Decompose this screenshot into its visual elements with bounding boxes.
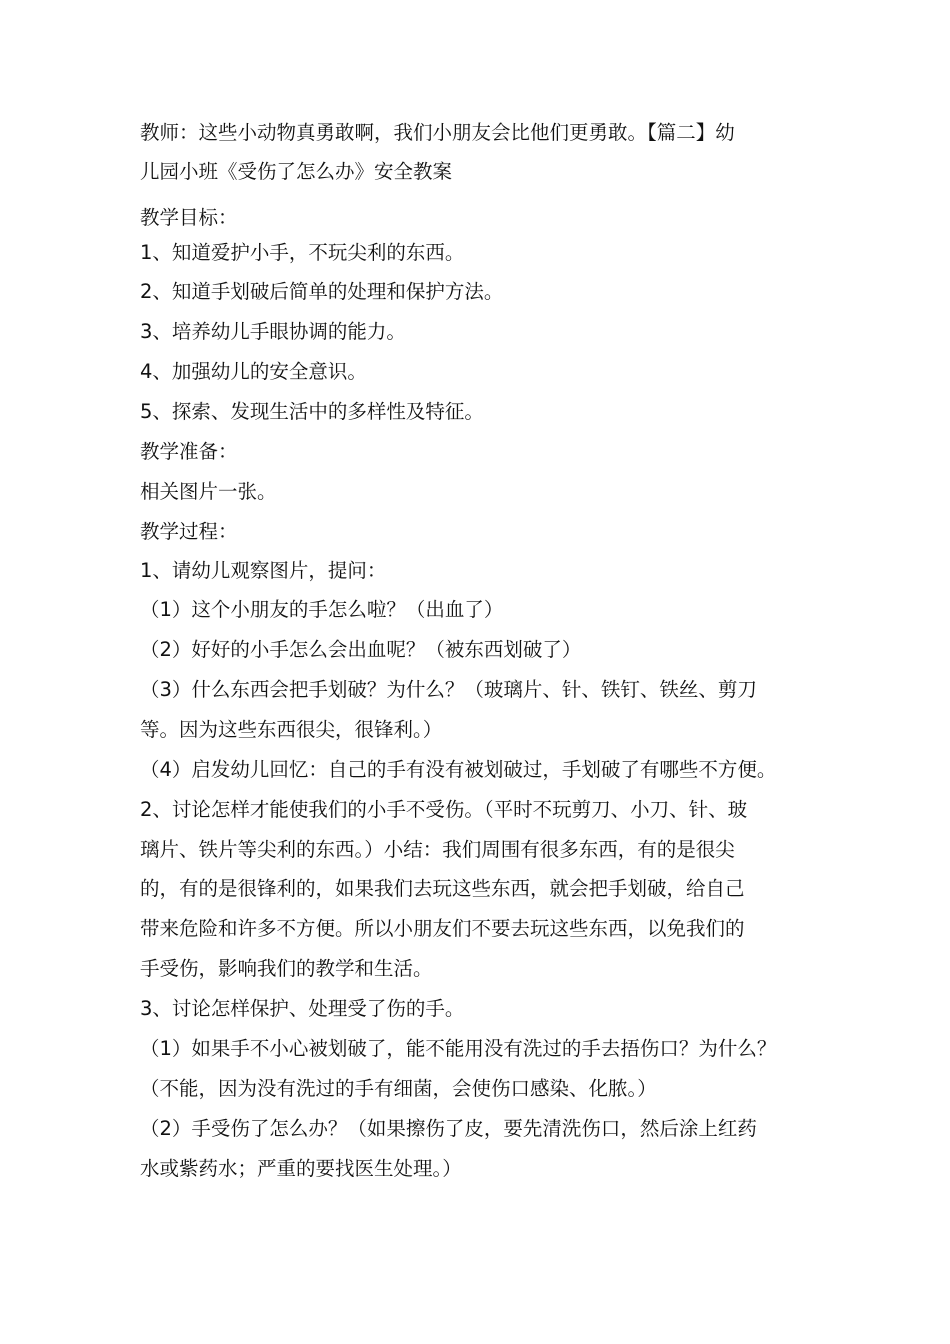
text-line-4: 1、知道爱护小手，不玩尖利的东西。 — [140, 241, 465, 264]
text-line-26: （2）手受伤了怎么办？（如果擦伤了皮，要先清洗伤口，然后涂上红药 — [140, 1117, 757, 1140]
text-line-10: 相关图片一张。 — [140, 480, 277, 503]
text-line-24: （1）如果手不小心被划破了，能不能用没有洗过的手去捂伤口？为什么？ — [140, 1037, 777, 1060]
text-line-14: （2）好好的小手怎么会出血呢？（被东西划破了） — [140, 638, 582, 661]
text-line-27: 水或紫药水；严重的要找医生处理。） — [140, 1157, 462, 1180]
text-line-8: 5、探索、发现生活中的多样性及特征。 — [140, 400, 484, 423]
text-line-16: 等。因为这些东西很尖，很锋利。） — [140, 718, 443, 741]
text-line-25: （不能，因为没有洗过的手有细菌，会使伤口感染、化脓。） — [140, 1077, 657, 1100]
text-line-17: （4）启发幼儿回忆：自己的手有没有被划破过，手划破了有哪些不方便。 — [140, 758, 777, 781]
text-line-19: 璃片、铁片等尖利的东西。）小结：我们周围有很多东西，有的是很尖 — [140, 838, 735, 861]
text-line-12: 1、请幼儿观察图片，提问： — [140, 559, 387, 582]
text-line-13: （1）这个小朋友的手怎么啦？（出血了） — [140, 598, 504, 621]
text-line-20: 的，有的是很锋利的，如果我们去玩这些东西，就会把手划破，给自己 — [140, 877, 745, 900]
text-line-22: 手受伤，影响我们的教学和生活。 — [140, 957, 433, 980]
text-line-23: 3、讨论怎样保护、处理受了伤的手。 — [140, 997, 465, 1020]
text-line-18: 2、讨论怎样才能使我们的小手不受伤。（平时不玩剪刀、小刀、针、玻 — [140, 798, 748, 821]
section-heading-process: 教学过程： — [140, 520, 238, 543]
text-line-1: 教师：这些小动物真勇敢啊，我们小朋友会比他们更勇敢。【篇二】幼 — [140, 121, 735, 144]
text-line-5: 2、知道手划破后简单的处理和保护方法。 — [140, 280, 504, 303]
text-line-7: 4、加强幼儿的安全意识。 — [140, 360, 367, 383]
text-line-6: 3、培养幼儿手眼协调的能力。 — [140, 320, 406, 343]
text-line-21: 带来危险和许多不方便。所以小朋友们不要去玩这些东西，以免我们的 — [140, 917, 745, 940]
section-heading-objectives: 教学目标： — [140, 206, 238, 229]
text-line-15: （3）什么东西会把手划破？为什么？（玻璃片、针、铁钉、铁丝、剪刀 — [140, 678, 757, 701]
section-heading-preparation: 教学准备： — [140, 440, 238, 463]
text-line-2: 儿园小班《受伤了怎么办》安全教案 — [140, 160, 453, 183]
